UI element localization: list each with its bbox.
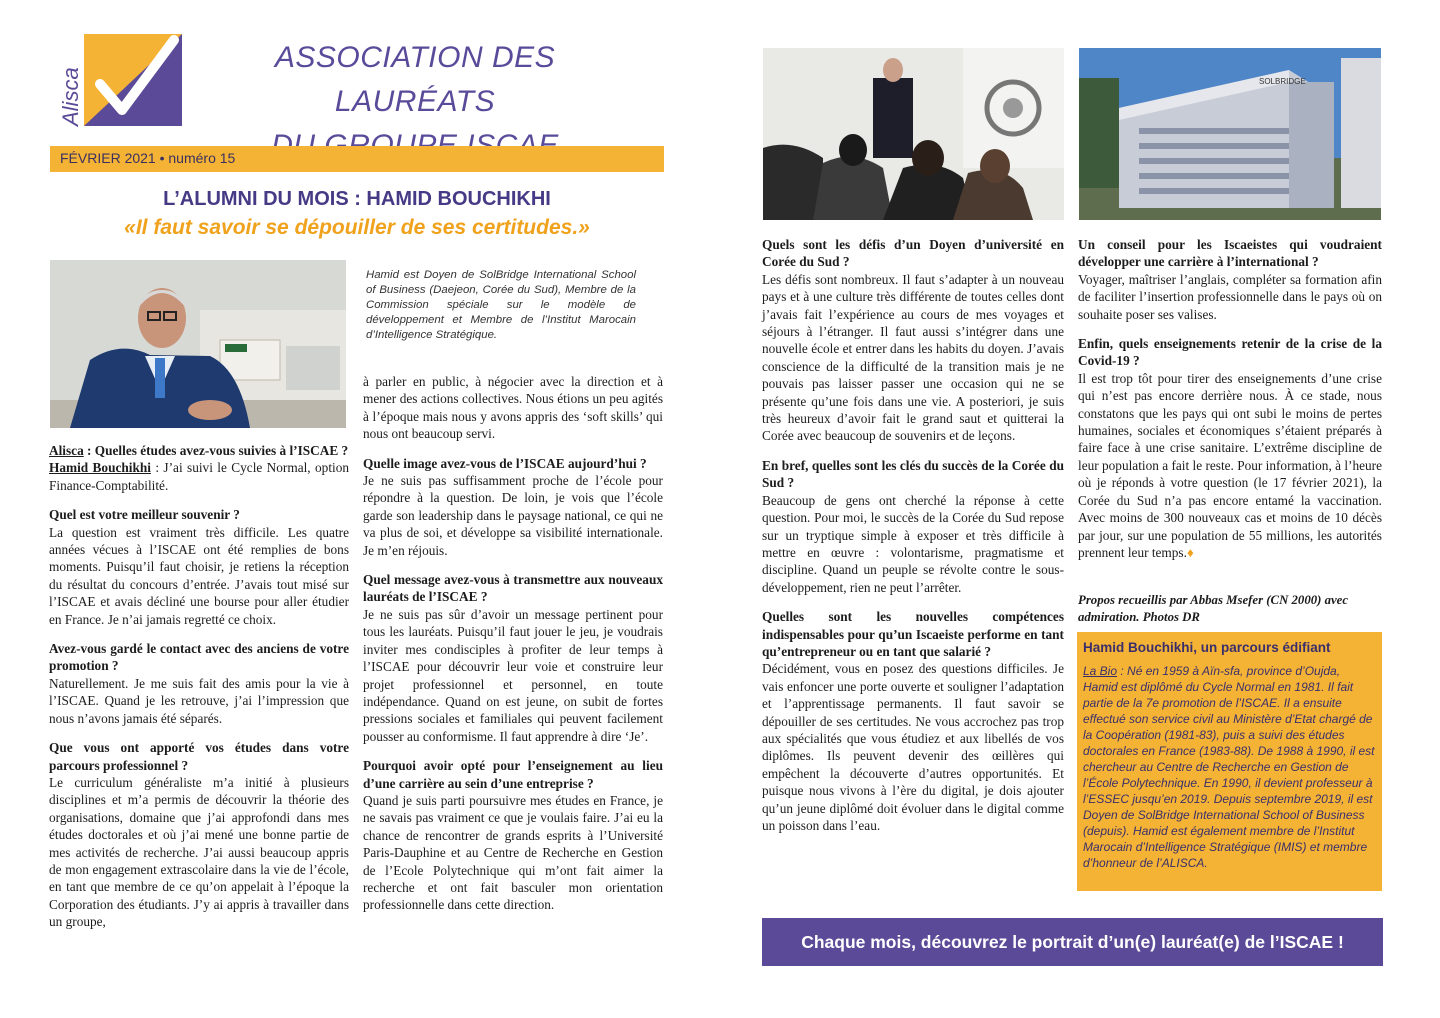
intro-answer: : J’ai suivi le Cycle Normal, option Finance-Comptabilité.: [49, 460, 350, 493]
qa-block: [762, 608, 1064, 834]
answer: Il est trop tôt pour tirer des enseignements d’une crise qui n’est pas encore derrière nous. À ce stade, nous constatons que les pays qui ont subi le moins de pertes humaines, sociales et économiques s’étaient préparés à faire face à une crise sanitaire. L’extrême discipline de leur population a fait le reste. Pour information, à l’heure où je réponds à votre question (le 17 février 2021), la Corée du Sud n’a pas encore entamé la vaccination. Avec moins de 300 nouveaux cas et moins de 10 décès par jour, sur une population de 55 millions, les autorités prennent leur temps.: [1078, 370, 1382, 560]
portrait-caption: Hamid est Doyen de SolBridge International School of Business (Daejeon, Corée du Sud), Membre de la Commission spéciale sur le modèle de développement et Membre de l’Institut Marocain d’Intelligence Stratégique.: [366, 269, 636, 341]
alisca-logo: [56, 32, 184, 128]
question: En bref, quelles sont les clés du succès de la Corée du Sud ?: [762, 457, 1064, 491]
question: Quelles sont les nouvelles compétences indispensables pour qu’un Iscaeiste performe en tant qu’entrepreneur ou en tant que salarié ?: [762, 609, 1064, 659]
answer: Naturellement. Je me suis fait des amis pour la vie à l’ISCAE. Quand je les retrouve, j’ai l’impression que nous n’avons jamais été séparés.: [49, 675, 349, 726]
interview-credits: Propos recueillis par Abbas Msefer (CN 2000) avec admiration. Photos DR: [1078, 593, 1349, 624]
question: Enfin, quels enseignements retenir de la crise de la Covid-19 ?: [1078, 336, 1382, 369]
question: Un conseil pour les Iscaeistes qui voudraient développer une carrière à l’international ?: [1078, 237, 1382, 270]
answer: Beaucoup de gens ont cherché la réponse à cette question. Pour moi, le succès de la Corée du Sud repose sur un tryptique simple à exposer et très difficile à mettre en œuvre : volontarisme, pragmatisme et discipline. Quand un peuple se révolte contre le sous-développement, rien ne peut l’arrêter.: [762, 492, 1064, 595]
article-column-3: [762, 236, 1064, 846]
answer: Les défis sont nombreux. Il faut s’adapter à un nouveau pays et à une culture très différente de toutes celles dont j’avais fait l’expérience au cours de mes voyages et séjours à l’étranger. Il faut aussi s’intégrer dans une nouvelle école et entrer dans les habits du doyen. J’avais conscience de la difficulté de la transition mais je ne pouvais pas laisser passer une occasion qui ne se présente qu’une fois dans une vie. A posteriori, je suis très heureux d’avoir fait le grand saut et quitterai la Corée avec beaucoup de souvenirs et de leçons.: [762, 271, 1064, 444]
article-headline: L’ALUMNI DU MOIS : HAMID BOUCHIKHI: [163, 188, 551, 210]
intro-qa: [49, 442, 349, 494]
question: Avez-vous gardé le contact avec des anciens de votre promotion ?: [49, 641, 349, 674]
question: Pourquoi avoir opté pour l’enseignement au lieu d’une carrière au sein d’une entreprise ?: [363, 758, 663, 791]
answer: Voyager, maîtriser l’anglais, compléter sa formation afin de faciliter l’insertion professionnelle dans le pays où on souhaite poser ses valises.: [1078, 271, 1382, 322]
intro-question: : Quelles études avez-vous suivies à l’ISCAE ?: [83, 443, 349, 458]
question: Quel message avez-vous à transmettre aux nouveaux lauréats de l’ISCAE ?: [363, 572, 663, 605]
issue-label: FÉVRIER 2021 • numéro 15: [60, 150, 236, 166]
lecture-photo: [763, 48, 1064, 220]
qa-block: [49, 506, 349, 628]
end-mark-icon: ♦: [1186, 544, 1194, 560]
answer: Quand je suis parti poursuivre mes études en France, je ne savais pas vraiment ce que je voulais faire. J’ai eu la chance de rencontrer de grands esprits à l’Université Paris-Dauphine et au Centre de Recherche en Gestion de l’Ecole Polytechnique qui m’ont fait aimer la recherche et ont fait basculer mon orientation professionnelle dans cette direction.: [363, 792, 663, 913]
article-column-1: [49, 442, 349, 943]
logo-wordmark: Alisca: [58, 67, 83, 126]
bio-title: Hamid Bouchikhi, un parcours édifiant: [1083, 640, 1331, 655]
interviewer-label: Alisca: [49, 443, 84, 458]
building-sign: SOLBRIDGE: [1259, 77, 1306, 86]
bio-box: [1077, 632, 1382, 891]
question: Quelle image avez-vous de l’ISCAE aujourd’hui ?: [363, 455, 647, 471]
monthly-portrait-banner: Chaque mois, découvrez le portrait d’un(e) lauréat(e) de l’ISCAE !: [762, 918, 1383, 966]
qa-block: [363, 757, 663, 914]
qa-block: [1078, 335, 1382, 561]
article-column-4: [1078, 236, 1382, 573]
qa-block: [1078, 236, 1382, 323]
answer: Je ne suis pas suffisamment proche de l’école pour répondre à la question. De loin, je vois que l’école garde son leadership dans le paysage national, ce qui ne va plus de soi, et développe sa visibilité internationale. Je m’en réjouis.: [363, 473, 663, 558]
issue-bar: [50, 146, 664, 172]
qa-block: [363, 455, 663, 559]
answer: Je ne suis pas sûr d’avoir un message pertinent pour tous les lauréats. Puisqu’il faut jouer le jeu, je voudrais inviter mes condisciples à profiter de leur temps à l’ISCAE pour découvrir leur voie et construire leur projet professionnel et personnel, en toute indépendance. Quand on est jeune, on subit de fortes pressions sociales et familiales qui peuvent facilement pousser au conformisme. Il faut apprendre à dire ‘Je’.: [363, 606, 663, 744]
continued-answer: à parler en public, à négocier avec la direction et à mener des actions collectives. Nous étions un peu agités à l’époque mais nous y avons appris des ‘soft skills’ qui nous ont beaucoup servi.: [363, 374, 663, 442]
qa-block: [762, 457, 1064, 596]
qa-block: [49, 640, 349, 727]
article-subheadline: «Il faut savoir se dépouiller de ses certitudes.»: [124, 216, 590, 239]
bio-body: : Né en 1959 à Aïn-sfa, province d’Oujda, Hamid est diplômé du Cycle Normal en 1981. Il fait partie de la 7e promotion de l’ISCAE. Il a ensuite effectué son service civil au Ministère d’Etat chargé de la Coopération (1981-83), puis a suivi des études doctorales en France (1983-88). De 1988 à 1990, il est chercheur au Centre de Recherche en Gestion de l’École Polytechnique. En 1990, il devient professeur à l’ESSEC jusqu’en 2019. Depuis septembre 2019, il est Doyen de SolBridge International School of Business (depuis). Hamid est également membre de l’Institut Marocain d’Intelligence Stratégique (IMIS) et membre d’honneur de l’ALISCA.: [1083, 664, 1375, 870]
answer: Le curriculum généraliste m’a initié à plusieurs disciplines et m’a permis de découvrir la théorie des organisations, domaine que j’ai approfondi dans mes études doctorales et où j’ai mené une bonne partie de mes activités de recherche. J’ai aussi beaucoup appris de mon engagement extrascolaire dans la vie de l’école, en tant que membre de ce qu’on appelait à l’époque la Corporation des étudiants. J’y ai appris à travailler dans un groupe,: [49, 774, 349, 930]
interviewee-label: Hamid Bouchikhi: [49, 460, 151, 476]
portrait-photo: [50, 260, 346, 428]
answer: La question est vraiment très difficile. Les quatre années vécues à l’ISCAE ont été remplies de bons moments. Puisqu’il faut choisir, je retiens la réception du résultat du concours d’entrée. J’avais tout misé sur l’ISCAE et avais décliné une bourse pour aller étudier en France. Je n’ai jamais regretté ce choix.: [49, 524, 349, 627]
qa-block: [49, 739, 349, 930]
org-title-line1: ASSOCIATION DES LAURÉATS: [274, 41, 556, 118]
answer: Décidément, vous en posez des questions difficiles. Je vais enfoncer une porte ouverte et souligner l’adaptation et l’apprentissage permanents. Il faut savoir se dépouiller de ses certitudes. Ne vous accrochez pas trop aux spécialités que vous étudiez et aux libellés de vos diplômes. Ils peuvent devenir des œillères qui empêchent la découverte d’autres opportunités. Et puisque nous vivons à l’ère du digital, je dois ajouter qu’un jeune diplômé doit évoluer dans le digital comme un poisson dans l’eau.: [762, 661, 1064, 833]
university-building-photo: [1079, 48, 1381, 220]
article-column-2: [363, 373, 663, 926]
question: Quels sont les défis d’un Doyen d’université en Corée du Sud ?: [762, 237, 1064, 270]
bio-label: La Bio: [1083, 664, 1118, 678]
qa-block: [363, 571, 663, 745]
bio-text: [1083, 663, 1376, 871]
question: Quel est votre meilleur souvenir ?: [49, 507, 240, 523]
qa-block: [762, 236, 1064, 445]
question: Que vous ont apporté vos études dans votre parcours professionnel ?: [49, 740, 349, 773]
